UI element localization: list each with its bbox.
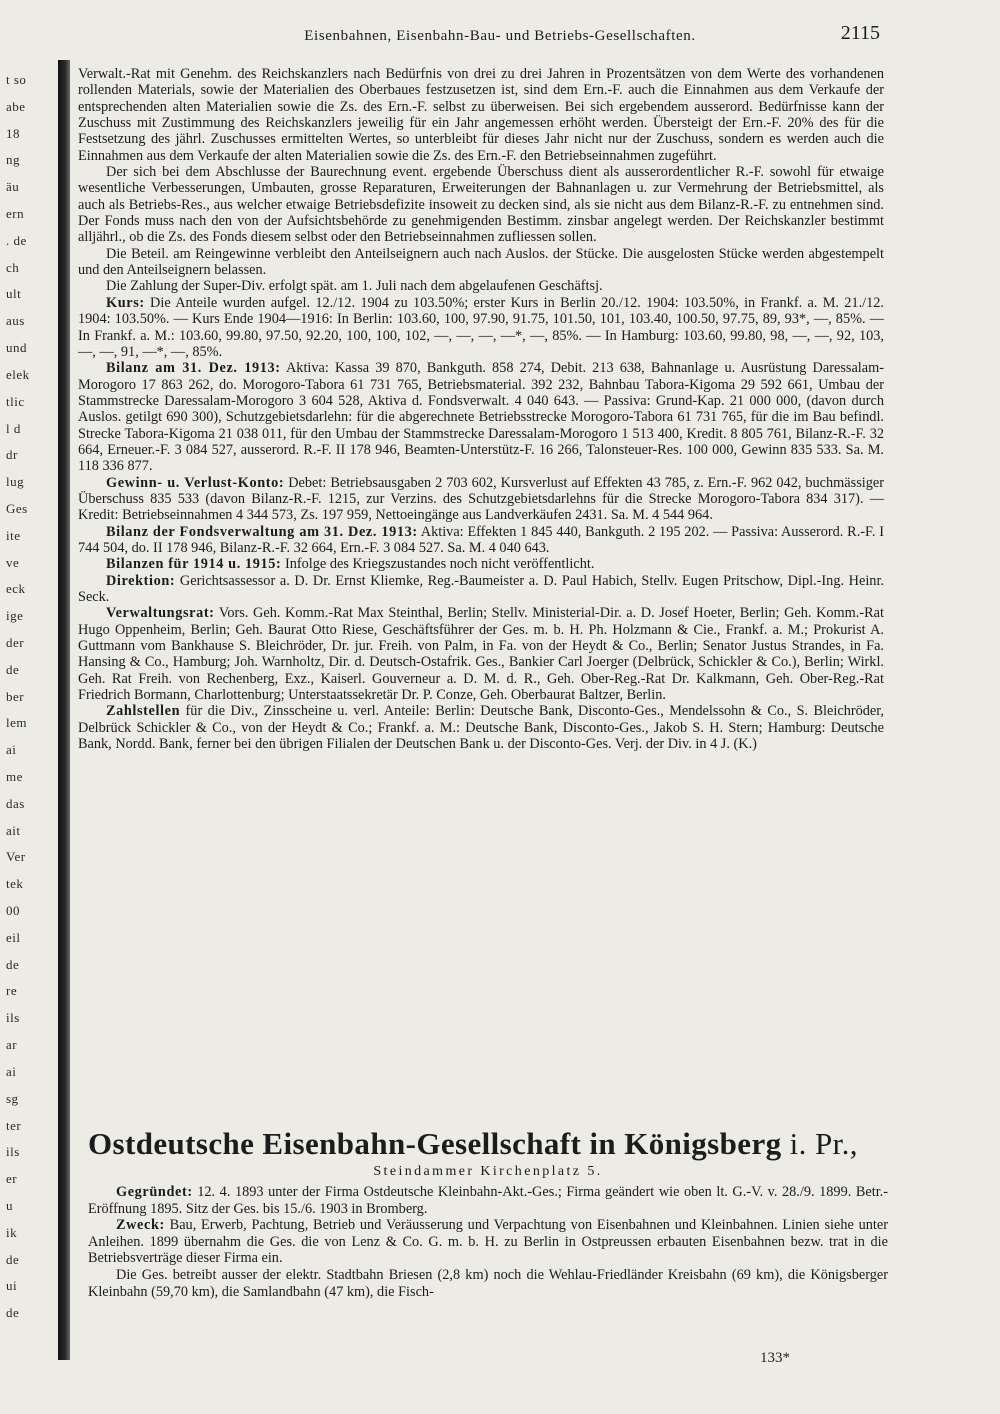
zahl-label: Zahlstellen [106, 703, 181, 720]
gutter-fragment: de [6, 1305, 20, 1321]
paragraph-direktion [78, 573, 884, 606]
bilanz-text: Aktiva: Kassa 39 870, Bankguth. 858 274, Debit. 213 638, Bahnanlage u. Ausrüstung Daressalam-Morogoro 17 863 262, do. Morogoro-Tabora 61 731 765, Betriebsmaterial. 392 232, Bahnbau Tabora-Kigoma 29 592 661, Umbau der Stammstrecke Daressalam-Morogoro 3 604 528, Aktiva d. Fondsverwalt. 4 040 643. — Passiva: Grund-Kap. 21 000 000, (davon durch Auslos. getilgt 690 300), Schutzgebietsdarlehn: für die abgerechnete Betriebsstrecke Morogoro-Tabora 61 731 765, für die im Bau befindl. Strecke Tabora-Kigoma 21 038 011, für den Umbau der Stammstrecke Daressalam-Morogoro 1 513 400, Kredit. 8 805 761, Bilanz-R.-F. 32 664, Erneuer.-F. 3 084 527, ausserord. R.-F. II 178 946, Beamten-Unterstütz-F. 16 266, Talonsteuer-Res. 100 000, Gewinn 835 533. Sa. M. 118 336 877. [78, 360, 884, 475]
section-continued [78, 66, 884, 752]
gutter-fragment: l d [6, 420, 21, 436]
gutter-fragment: tlic [6, 393, 25, 409]
vrat-text: Vors. Geh. Komm.-Rat Max Steinthal, Berlin; Stellv. Ministerial-Dir. a. D. Josef Hoeter, Berlin; Geh. Komm.-Rat Hugo Oppenheim, Berlin; Geh. Baurat Otto Riese, Geschäftsführer der Ges. m. b. H. Ph. Holzmann & Cie., Frankf. a. M.; Prokurist A. Guttmann vom Bankhause S. Bleichröder, Dr. jur. Freih. von Palm, in Fa. von der Heydt & Co., Berlin; Senator Justus Strandes, in Fa. Hansing & Co., Hamburg; Joh. Warnholtz, Dir. d. Deutsch-Ostafrik. Ges., Bankier Carl Joerger (Delbrück, Schickler & Co.), Berlin; Wirkl. Geh. Rat Freih. von Rechenberg, Exz., Kaiserl. Gouverneur a. D. M. d. R., Geh. Ober-Reg.-Rat Dr. Kalkmann, Geh. Ober-Reg.-Rat Friedrich Bormann, Charlottenburg; Unterstaatssekretär Dr. P. Conze, Geh. Oberbaurat Baltzer, Berlin. [78, 605, 884, 704]
gutter-fragment: und [6, 340, 27, 356]
gutter-fragment: ber [6, 688, 25, 704]
gutter-fragment: abe [6, 98, 26, 114]
company-suffix: i. Pr., [789, 1126, 858, 1161]
gegr-label: Gegründet: [116, 1184, 193, 1200]
direktion-text: Gerichtsassessor a. D. Dr. Ernst Kliemke, Reg.-Baumeister a. D. Paul Habich, Stellv. Eugen Pritschow, Dipl.-Ing. Heinr. Seck. [78, 572, 885, 605]
gutter-fragment: de [6, 661, 20, 677]
gutter-fragment: ils [6, 1010, 20, 1026]
gutter-fragment: Ges [6, 500, 28, 516]
gutter-fragment: ils [6, 1144, 20, 1160]
company-heading [88, 1126, 888, 1162]
gutter-fragment: äu [6, 179, 20, 195]
gutter-fragment: ch [6, 259, 20, 275]
gutter-fragment: ui [6, 1278, 18, 1294]
gutter-fragment: ern [6, 206, 25, 222]
gutter-fragment: ait [6, 822, 21, 838]
gutter-fragment: ar [6, 1037, 18, 1053]
guv-label: Gewinn- u. Verlust-Konto: [106, 474, 285, 491]
gutter-fragment: eil [6, 929, 21, 945]
zahl-text: für die Div., Zinsscheine u. verl. Anteile: Berlin: Deutsche Bank, Disconto-Ges., Mendelssohn & Co., S. Bleichröder, Delbrück Schickler & Co., von der Heydt & Co.; Frankf. a. M.: Deutsche Bank, Disconto-Ges., Jakob S. H. Stern; Hamburg: Deutsche Bank, Nordd. Bank, ferner bei den übrigen Filialen der Deutschen Bank u. der Disconto-Ges. Verj. der Div. in 4 J. (K.) [78, 703, 885, 753]
gutter-fragment: er [6, 1171, 18, 1187]
gutter-fragment: ai [6, 1063, 17, 1079]
gutter-fragment: dr [6, 447, 18, 463]
gutter-fragment: me [6, 769, 23, 785]
gutter-fragment: eck [6, 581, 26, 597]
gutter-fragment: u [6, 1197, 13, 1213]
gutter-fragment: tek [6, 876, 24, 892]
bil1415-text: Infolge des Kriegszustandes noch nicht veröffentlicht. [284, 556, 595, 573]
vrat-label: Verwaltungsrat: [106, 605, 215, 622]
gutter-fragment: de [6, 1251, 20, 1267]
gutter-fragment: ige [6, 608, 24, 624]
gutter-fragment: ult [6, 286, 22, 302]
paragraph-erneuerungsfonds: Verwalt.-Rat mit Genehm. des Reichskanzlers nach Bedürfnis von drei zu drei Jahren in Prozentsätzen von dem Werte des vorhandenen rollenden Materials, sowie der Materialien des Oberbaues festzusetzen ist, sind dem Ern.-F. auch die Einnahmen aus dem Verkaufe der entsprechenden alten Materialien sowie die Zs. des Ern.-F. selbst zu überweisen. Bei sich ergebendem ausserord. Bedürfnisse kann der Zuschuss mit Zustimmung des Reichskanzlers jeweilig für ein Jahr angemessen erhöht werden. Übersteigt der Ern.-F. 20% des für die Festsetzung des jährl. Zuschusses ermittelten Wertes, so unterbleibt für dieses Jahr nicht nur der Zuschuss, sondern es werden auch die Einnahmen aus dem Verkaufe der alten Materialien sowie die Zs. des Ern.-F. den Betriebseinnahmen zugeführt. [78, 66, 884, 164]
gutter-fragment: ter [6, 1117, 22, 1133]
page-number: 2115 [840, 22, 880, 44]
gutter-fragment: lug [6, 474, 25, 490]
paragraph-superdividende: Die Zahlung der Super-Div. erfolgt spät. am 1. Juli nach dem abgelaufenen Geschäftsj. [106, 278, 603, 295]
kurs-label: Kurs: [106, 294, 145, 311]
fonds-text: Aktiva: Effekten 1 845 440, Bankguth. 2 195 202. — Passiva: Ausserord. R.-F. I 744 504, do. II 178 946, Bilanz-R.-F. 32 664, Ern.-F. 3 084 527. Sa. M. 4 040 643. [78, 523, 884, 556]
zweck-label: Zweck: [116, 1217, 165, 1234]
paragraph-zweck [88, 1217, 888, 1267]
gegr-text: 12. 4. 1893 unter der Firma Ostdeutsche Kleinbahn-Akt.-Ges.; Firma geändert wie oben lt. G.-V. v. 28./9. 1899. Betr.-Eröffnung 1895. Sitz der Ges. bis 15./6. 1903 in Bromberg. [88, 1184, 889, 1217]
gutter-fragment: t so [6, 72, 27, 87]
gutter-fragment: . de [6, 232, 27, 248]
bil1415-label: Bilanzen für 1914 u. 1915: [106, 556, 282, 573]
gutter-fragment: das [6, 795, 25, 811]
paragraph-gewinn-verlust [78, 475, 884, 524]
paragraph-beteiligung: Die Beteil. am Reingewinne verbleibt den Anteilseignern auch nach Auslos. der Stücke. Die ausgelosten Stücke werden abgestempelt und den Anteilseignern belassen. [78, 245, 884, 279]
gutter-fragment: ite [6, 527, 21, 543]
guv-text: Debet: Betriebsausgaben 2 703 602, Kursverlust auf Effekten 43 785, z. Ern.-F. 962 042, buchmässiger Überschuss 835 533 (davon Bilanz-R.-F. 1215, zur Verzins. des Schutzgebietsdarlehns für die Strecke Morogoro-Tabora 834 317). — Kredit: Betriebseinnahmen 4 344 573, Zs. 197 959, Nettoeingänge aus Landverkäufen 2431. Sa. M. 4 544 964. [78, 474, 884, 524]
signature-mark: 133* [760, 1350, 790, 1366]
gutter-fragment: elek [6, 366, 30, 382]
bilanz-label: Bilanz am 31. Dez. 1913: [106, 360, 281, 377]
company-address: Steindammer Kirchenplatz 5. [373, 1164, 603, 1179]
gutter-fragment: ve [6, 554, 20, 570]
gutter-fragment: ng [6, 152, 20, 168]
gutter-fragment: re [6, 983, 18, 999]
paragraph-ueberschuss: Der sich bei dem Abschlusse der Baurechnung event. ergebende Überschuss dient als ausserordentlicher R.-F. sowohl für etwaige wesentliche Verbesserungen, Umbauten, grosse Reparaturen, Erweiterungen der Bahnanlagen u. zur Vermehrung der Betriebsmittel, als auch als Betriebs-Res., aus welcher etwaige Betriebsdefizite insoweit zu decken sind, als sie nicht aus dem Bilanz-R.-F. zu entnehmen sind. Der Fonds muss nach den von der Aufsichtsbehörde zu genehmigenden Bestimm. zinsbar angelegt werden. Der Reichskanzler bestimmt alljährl., ob die Zs. des Fonds diesem selbst oder den Betriebseinnahmen zufliessen sollen. [78, 164, 884, 246]
paragraph-bilanz-1913 [78, 360, 884, 474]
gutter-fragment: 18 [6, 125, 20, 141]
gutter-fragment: der [6, 634, 25, 650]
paragraph-gegruendet [88, 1184, 888, 1217]
binding-gutter [0, 60, 70, 1360]
company-entry [88, 1126, 888, 1300]
paragraph-zahlstellen [78, 703, 884, 752]
direktion-label: Direktion: [106, 572, 176, 589]
gutter-fragment: ai [6, 742, 17, 758]
paragraph-fondsverwaltung [78, 524, 884, 557]
gutter-fragment: aus [6, 313, 25, 329]
running-title: Eisenbahnen, Eisenbahn-Bau- und Betriebs-Gesellschaften. [304, 28, 696, 44]
company-body [88, 1184, 888, 1300]
zweck-text: Bau, Erwerb, Pachtung, Betrieb und Veräusserung und Verpachtung von Eisenbahnen und Kleinbahnen. Linien siehe unter Anleihen. 1899 übernahm die Ges. die von Lenz & Co. G. m. b. H. zu Berlin in Ostpreussen erbauten Eisenbahnen bezw. trat in die Betriebsverträge dieser Firma ein. [88, 1217, 889, 1267]
paragraph-betrieb: Die Ges. betreibt ausser der elektr. Stadtbahn Briesen (2,8 km) noch die Wehlau-Friedländer Kreisbahn (69 km), die Königsberger Kleinbahn (59,70 km), die Samlandbahn (47 km), die Fisch- [88, 1266, 888, 1300]
gutter-fragment: ik [6, 1224, 18, 1240]
gutter-fragment: lem [6, 715, 27, 731]
paragraph-bilanzen-1914-1915 [78, 556, 884, 572]
binding-shadow [58, 60, 70, 1360]
fonds-label: Bilanz der Fondsverwaltung am 31. Dez. 1913: [106, 523, 418, 540]
paragraph-verwaltungsrat [78, 605, 884, 703]
paragraph-kurs [78, 295, 884, 360]
gutter-fragment: Ver [6, 849, 26, 865]
company-name: Ostdeutsche Eisenbahn-Gesellschaft in Königsberg [88, 1126, 782, 1161]
gutter-fragment: sg [6, 1090, 19, 1106]
gutter-fragment: 00 [6, 903, 20, 919]
running-header [120, 22, 880, 52]
gutter-fragment: de [6, 956, 20, 972]
kurs-text: Die Anteile wurden aufgel. 12./12. 1904 zu 103.50%; erster Kurs in Berlin 20./12. 1904: 103.50%, in Frankf. a. M. 21./12. 1904: 103.50%. — Kurs Ende 1904—1916: In Berlin: 103.60, 100, 97.90, 91.75, 101.50, 101, 103.40, 100.50, 97.75, 89, 93*, —, 85%. — In Frankf. a. M.: 103.60, 99.80, 97.50, 92.20, 100, 100, 102, —, —, —, —*, —, 85%. — In Hamburg: 103.60, 99.80, 98, —, —, 92, 103, —, —, 91, —*, —, 85%. [78, 294, 884, 360]
